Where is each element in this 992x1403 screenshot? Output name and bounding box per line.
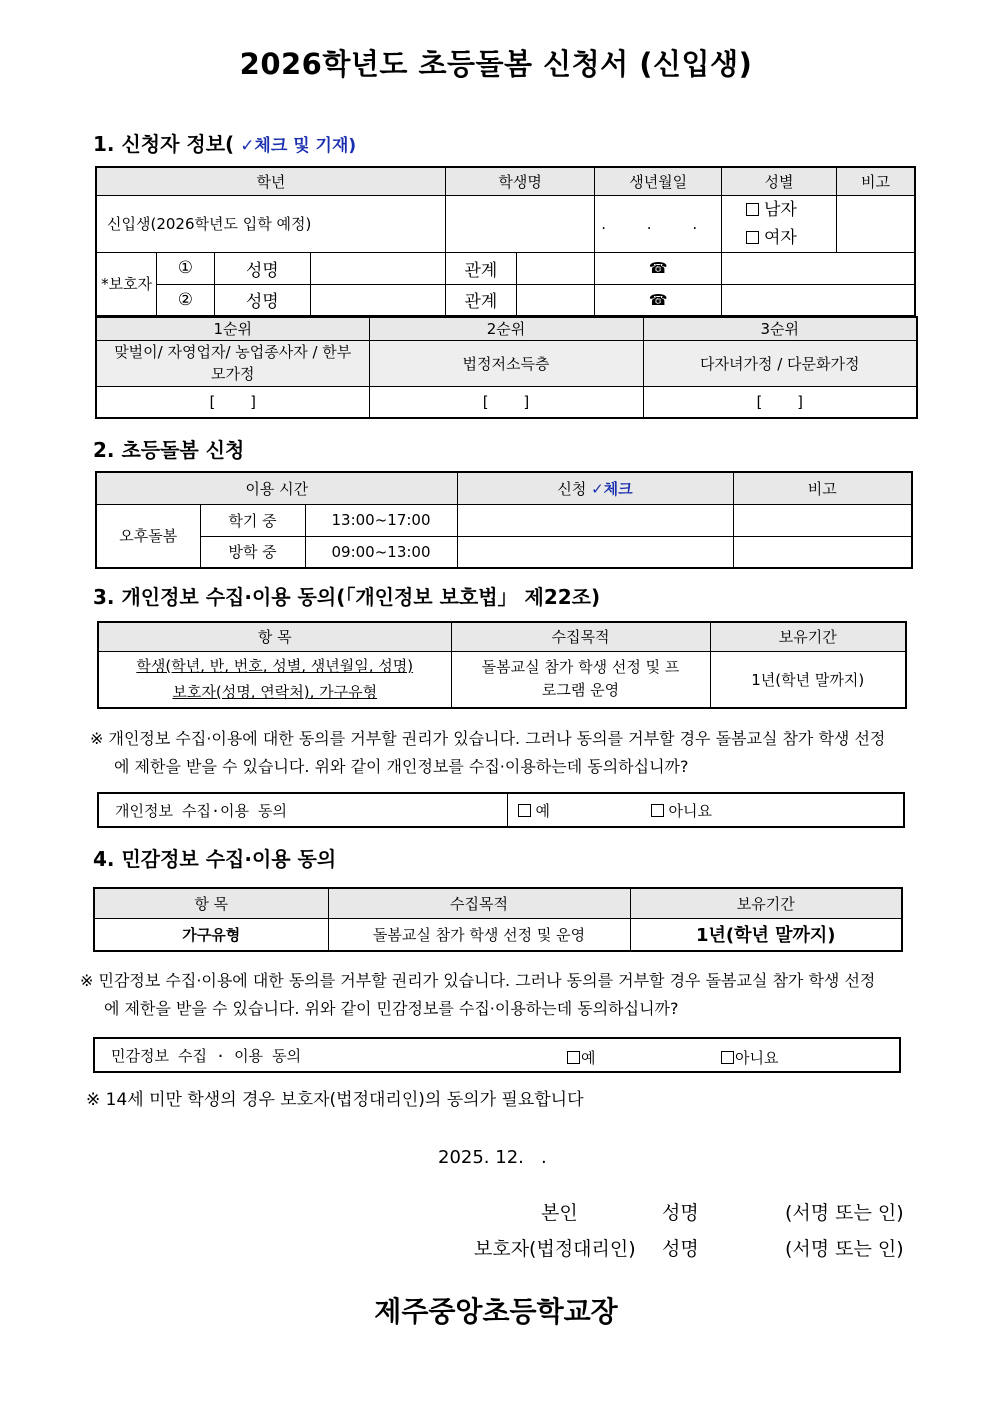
header-retention: 보유기간: [630, 888, 902, 918]
sensitive-consent-label: 민감정보 수집 · 이용 동의: [111, 1046, 302, 1065]
header-remarks: 비고: [837, 167, 915, 195]
header-apply: 신청 ✓체크: [457, 472, 733, 504]
guardian-1-name-field[interactable]: [310, 252, 445, 284]
collection-purpose: 돌봄교실 참가 학생 선정 및 프로그램 운영: [451, 651, 710, 708]
signer-guardian-seal[interactable]: (서명 또는 인): [785, 1238, 904, 1260]
personal-consent-options: [507, 793, 904, 827]
checkbox-icon[interactable]: [651, 804, 664, 817]
checkbox-icon[interactable]: [746, 203, 759, 216]
application-date: 2025. 12. .: [438, 1147, 547, 1168]
birthdate-field[interactable]: . . .: [595, 195, 722, 252]
time-vacation: 09:00~13:00: [305, 536, 457, 568]
checkbox-icon[interactable]: [746, 231, 759, 244]
header-remarks: 비고: [733, 472, 912, 504]
care-application-table: [95, 471, 913, 569]
collected-items: 학생(학년, 반, 번호, 성별, 생년월일, 성명) 보호자(성명, 연락처), 가구유형: [98, 651, 451, 708]
rank-2-check[interactable]: [ ]: [369, 386, 643, 418]
section-4-heading: 4. 민감정보 수집·이용 동의: [93, 847, 337, 871]
retention-period: 1년(학년 말까지): [710, 651, 906, 708]
guardian-2-relation-label: 관계: [445, 284, 516, 316]
apply-vacation-field[interactable]: [457, 536, 733, 568]
sensitive-info-table: [93, 887, 903, 952]
section-2-heading: 2. 초등돌봄 신청: [93, 438, 245, 462]
header-use-time: 이용 시간: [96, 472, 457, 504]
remarks-semester-field[interactable]: [733, 504, 912, 536]
applicant-info-table: [95, 166, 916, 317]
section-1-note: ✓체크 및 기재): [240, 136, 357, 156]
guardian-2-number: ②: [157, 284, 215, 316]
rank-2-criteria: 법정저소득층: [369, 340, 643, 386]
sensitive-consent-no[interactable]: 아니요: [721, 1047, 778, 1068]
sensitive-consent-yes[interactable]: 예: [567, 1047, 596, 1068]
guardian-1-name-label: 성명: [214, 252, 310, 284]
personal-consent-table: [97, 792, 905, 828]
priority-table: [95, 316, 918, 419]
section-3-heading: 3. 개인정보 수집·이용 동의(「개인정보 보호법」 제22조): [93, 585, 601, 609]
sensitive-info-notice: ※ 민감정보 수집·이용에 대한 동의를 거부할 권리가 있습니다. 그러나 동의를 거부할 경우 돌봄교실 참가 학생 선정 에 제한을 받을 수 있습니다. 위와 같이 민감정보를 수집·이용하는데 동의하십니까?: [80, 971, 876, 1018]
phone-icon: ☎: [595, 284, 722, 316]
grade-value: 신입생(2026학년도 입학 예정): [96, 195, 445, 252]
rank-1-header: 1순위: [96, 317, 369, 340]
guardian-1-number: ①: [157, 252, 215, 284]
sensitive-purpose: 돌봄교실 참가 학생 선정 및 운영: [328, 918, 630, 951]
personal-info-notice: ※ 개인정보 수집·이용에 대한 동의를 거부할 권리가 있습니다. 그러나 동의를 거부할 경우 돌봄교실 참가 학생 선정 에 제한을 받을 수 있습니다. 위와 같이 개인정보를 수집·이용하는데 동의하십니까?: [90, 729, 886, 776]
rank-2-header: 2순위: [369, 317, 643, 340]
header-student-name: 학생명: [445, 167, 595, 195]
sensitive-item: 가구유형: [94, 918, 328, 951]
page-title: 2026학년도 초등돌봄 신청서 (신입생): [239, 47, 753, 81]
remarks-vacation-field[interactable]: [733, 536, 912, 568]
personal-consent-label: 개인정보 수집·이용 동의: [98, 793, 507, 827]
rank-1-criteria: 맞벌이/ 자영업자/ 농업종사자 / 한부모가정: [96, 340, 369, 386]
header-item: 항 목: [94, 888, 328, 918]
period-semester: 학기 중: [200, 504, 305, 536]
guardian-1-relation-field[interactable]: [516, 252, 594, 284]
signer-self-label: 본인: [541, 1202, 578, 1224]
remarks-field[interactable]: [837, 195, 915, 252]
personal-consent-no[interactable]: 아니요: [651, 802, 712, 820]
checkbox-icon[interactable]: [518, 804, 531, 817]
rank-3-check[interactable]: [ ]: [643, 386, 917, 418]
check-mark-icon: ✓체크: [591, 479, 633, 498]
gender-cell: [721, 195, 836, 252]
guardian-2-relation-field[interactable]: [516, 284, 594, 316]
header-item: 항 목: [98, 622, 451, 651]
guardian-label: *보호자: [96, 252, 157, 316]
guardian-2-name-field[interactable]: [310, 284, 445, 316]
signer-self-seal[interactable]: (서명 또는 인): [785, 1202, 904, 1224]
header-grade: 학년: [96, 167, 445, 195]
header-gender: 성별: [721, 167, 836, 195]
phone-icon: ☎: [595, 252, 722, 284]
sensitive-consent-row: [94, 1038, 900, 1072]
checkbox-icon[interactable]: [721, 1051, 734, 1064]
signer-guardian-name-label: 성명: [662, 1238, 699, 1260]
rank-3-header: 3순위: [643, 317, 917, 340]
gender-female-option[interactable]: 여자: [746, 224, 836, 252]
checkbox-icon[interactable]: [567, 1051, 580, 1064]
guardian-1-relation-label: 관계: [445, 252, 516, 284]
guardian-2-name-label: 성명: [214, 284, 310, 316]
signer-self-name-label: 성명: [662, 1202, 699, 1224]
time-semester: 13:00~17:00: [305, 504, 457, 536]
header-purpose: 수집목적: [328, 888, 630, 918]
header-purpose: 수집목적: [451, 622, 710, 651]
principal-signature: 제주중앙초등학교장: [374, 1295, 618, 1328]
student-name-field[interactable]: [445, 195, 595, 252]
period-vacation: 방학 중: [200, 536, 305, 568]
personal-consent-yes[interactable]: 예: [518, 800, 642, 821]
section-1-heading: 1. 신청자 정보( ✓체크 및 기재): [93, 132, 357, 156]
guardian-1-phone-field[interactable]: [721, 252, 915, 284]
signer-guardian-label: 보호자(법정대리인): [474, 1238, 636, 1260]
gender-male-option[interactable]: 남자: [746, 196, 836, 224]
rank-3-criteria: 다자녀가정 / 다문화가정: [643, 340, 917, 386]
personal-info-table: [97, 621, 907, 709]
guardian-consent-note: ※ 14세 미만 학생의 경우 보호자(법정대리인)의 동의가 필요합니다: [86, 1090, 584, 1110]
guardian-2-phone-field[interactable]: [721, 284, 915, 316]
care-type: 오후돌봄: [96, 504, 200, 568]
sensitive-consent-table: [93, 1037, 901, 1073]
sensitive-retention: 1년(학년 말까지): [630, 918, 902, 951]
apply-semester-field[interactable]: [457, 504, 733, 536]
rank-1-check[interactable]: [ ]: [96, 386, 369, 418]
header-retention: 보유기간: [710, 622, 906, 651]
header-birthdate: 생년월일: [595, 167, 722, 195]
